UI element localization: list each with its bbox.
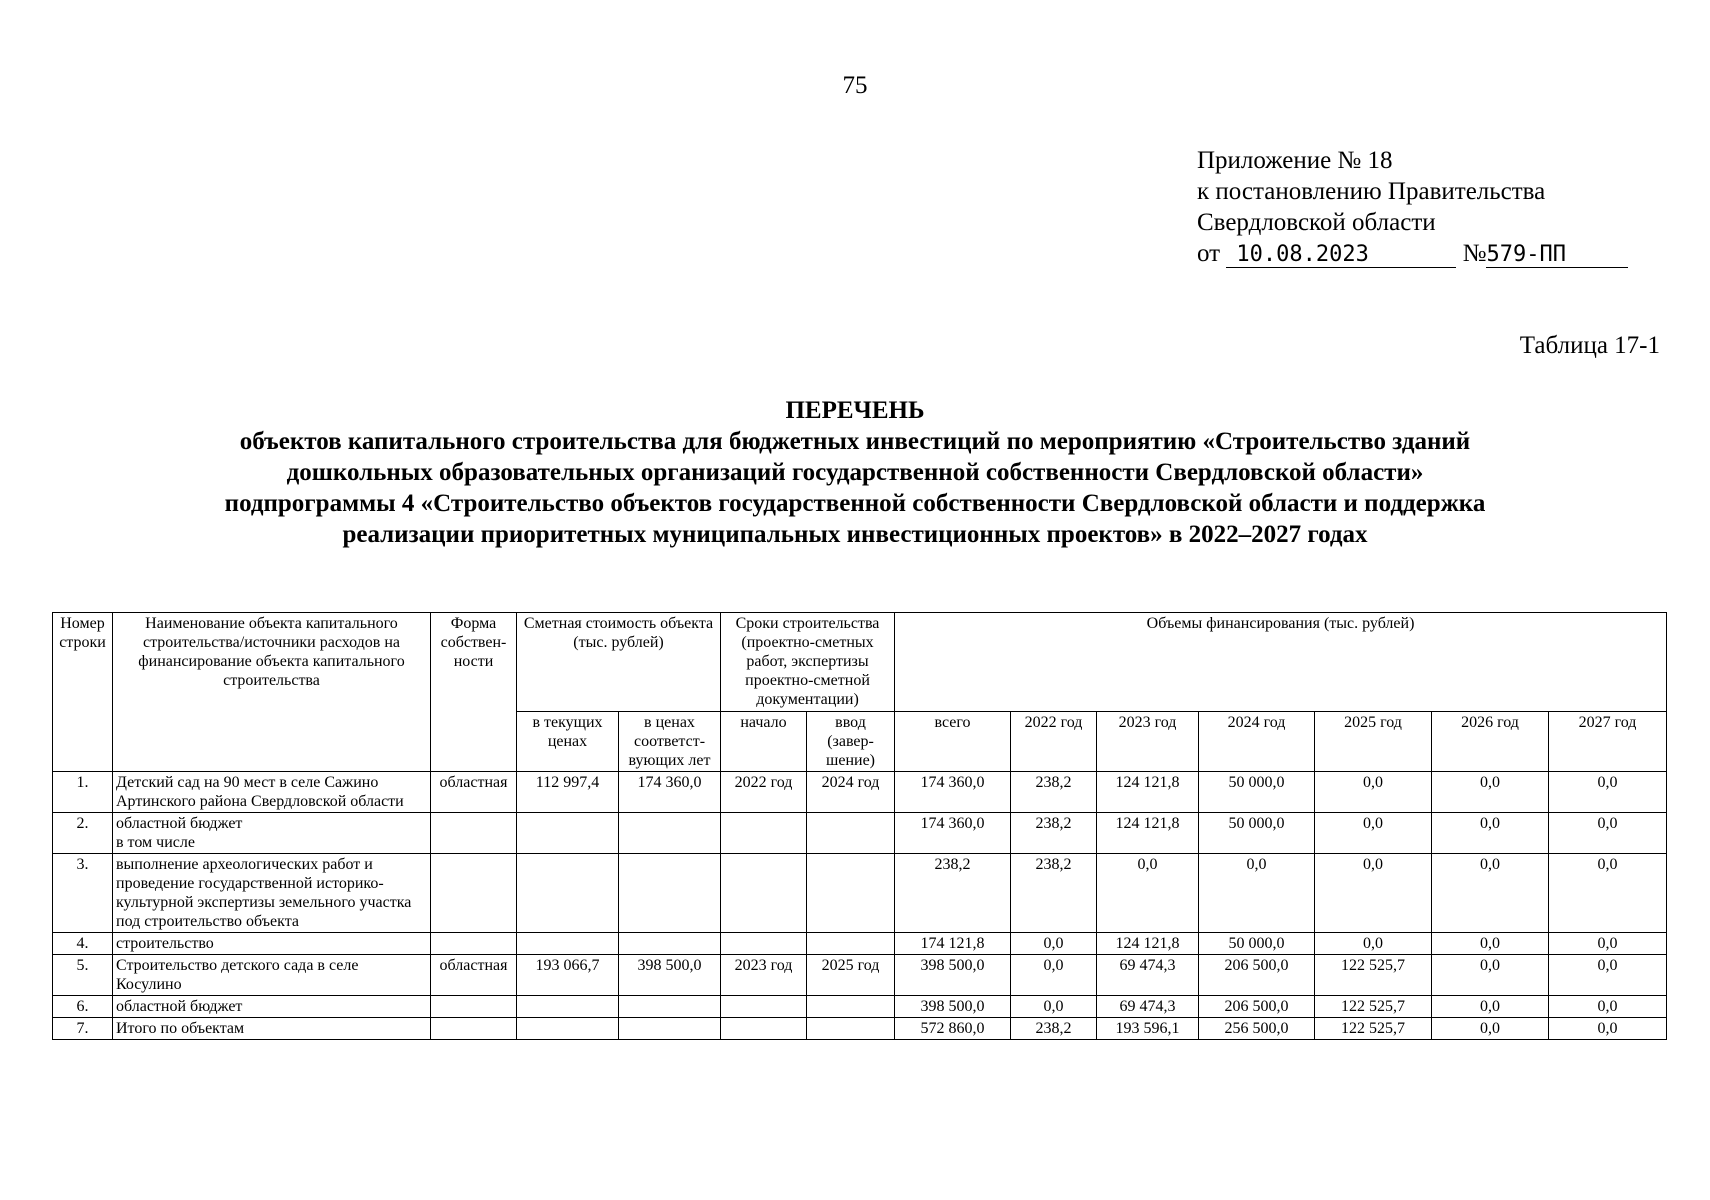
number-label: №: [1462, 240, 1487, 267]
finish-cell: [807, 933, 895, 955]
total-cell: 398 500,0: [895, 955, 1011, 996]
year-2022-cell: 0,0: [1011, 996, 1097, 1018]
total-cell: 174 360,0: [895, 772, 1011, 813]
header-ownership: Форма собствен-ности: [431, 613, 517, 772]
object-name-cell: Строительство детского сада в селе Косулино: [113, 955, 431, 996]
total-cell: 572 860,0: [895, 1018, 1011, 1040]
cost-current-cell: 112 997,4: [517, 772, 619, 813]
header-total: всего: [895, 712, 1011, 772]
ownership-cell: [431, 933, 517, 955]
year-2023-cell: 124 121,8: [1097, 772, 1199, 813]
header-cost-current: в текущих ценах: [517, 712, 619, 772]
year-2027-cell: 0,0: [1549, 813, 1667, 854]
cost-current-cell: [517, 813, 619, 854]
page-number: 75: [842, 72, 868, 99]
start-cell: [721, 854, 807, 933]
object-name-cell: Детский сад на 90 мест в селе Сажино Артинского района Свердловской области: [113, 772, 431, 813]
title-line-4: реализации приоритетных муниципальных инвестиционных проектов» в 2022–2027 годах: [342, 521, 1368, 548]
objects-table: [52, 612, 1667, 1040]
year-2023-cell: 69 474,3: [1097, 955, 1199, 996]
appendix-region: Свердловской области: [1197, 209, 1436, 236]
finish-cell: 2024 год: [807, 772, 895, 813]
year-2022-cell: 0,0: [1011, 955, 1097, 996]
header-2022: 2022 год: [1011, 712, 1097, 772]
cost-current-cell: [517, 854, 619, 933]
cost-current-cell: [517, 1018, 619, 1040]
table-row: [53, 854, 1667, 933]
year-2025-cell: 0,0: [1315, 813, 1432, 854]
year-2022-cell: 238,2: [1011, 1018, 1097, 1040]
year-2024-cell: 256 500,0: [1199, 1018, 1315, 1040]
year-2027-cell: 0,0: [1549, 933, 1667, 955]
row-number-cell: 1.: [53, 772, 113, 813]
object-name-cell: выполнение археологических работ и проведение государственной историко-культурной экспертизы земельного участка под строительство объекта: [113, 854, 431, 933]
cost-years-cell: [619, 1018, 721, 1040]
row-number-cell: 3.: [53, 854, 113, 933]
year-2027-cell: 0,0: [1549, 955, 1667, 996]
cost-years-cell: 174 360,0: [619, 772, 721, 813]
year-2024-cell: 50 000,0: [1199, 772, 1315, 813]
year-2025-cell: 122 525,7: [1315, 996, 1432, 1018]
header-estimated-cost: Сметная стоимость объекта (тыс. рублей): [517, 613, 721, 712]
year-2026-cell: 0,0: [1432, 772, 1549, 813]
cost-current-cell: [517, 933, 619, 955]
year-2027-cell: 0,0: [1549, 996, 1667, 1018]
ownership-cell: [431, 996, 517, 1018]
year-2026-cell: 0,0: [1432, 1018, 1549, 1040]
resolution-number: 579-ПП: [1486, 243, 1628, 268]
year-2027-cell: 0,0: [1549, 1018, 1667, 1040]
table-row: [53, 813, 1667, 854]
finish-cell: 2025 год: [807, 955, 895, 996]
header-funding-volumes: Объемы финансирования (тыс. рублей): [895, 613, 1667, 712]
cost-current-cell: [517, 996, 619, 1018]
total-cell: 238,2: [895, 854, 1011, 933]
row-number-cell: 7.: [53, 1018, 113, 1040]
table-body: [53, 772, 1667, 1040]
ownership-cell: областная: [431, 955, 517, 996]
finish-cell: [807, 813, 895, 854]
year-2026-cell: 0,0: [1432, 854, 1549, 933]
row-number-cell: 5.: [53, 955, 113, 996]
header-2024: 2024 год: [1199, 712, 1315, 772]
appendix-resolution: к постановлению Правительства: [1197, 178, 1546, 205]
header-object-name: Наименование объекта капитального строительства/источники расходов на финансирование объекта капитального строительства: [113, 613, 431, 772]
finish-cell: [807, 996, 895, 1018]
year-2026-cell: 0,0: [1432, 933, 1549, 955]
table-row: [53, 996, 1667, 1018]
year-2024-cell: 206 500,0: [1199, 955, 1315, 996]
from-label: от: [1197, 240, 1221, 267]
year-2027-cell: 0,0: [1549, 772, 1667, 813]
start-cell: 2022 год: [721, 772, 807, 813]
header-start: начало: [721, 712, 807, 772]
cost-years-cell: [619, 996, 721, 1018]
title-line-2: дошкольных образовательных организаций государственной собственности Свердловской области»: [286, 459, 1424, 486]
cost-current-cell: 193 066,7: [517, 955, 619, 996]
year-2022-cell: 238,2: [1011, 854, 1097, 933]
object-name-cell: Итого по объектам: [113, 1018, 431, 1040]
year-2027-cell: 0,0: [1549, 854, 1667, 933]
year-2025-cell: 122 525,7: [1315, 1018, 1432, 1040]
row-number-cell: 2.: [53, 813, 113, 854]
appendix-title: Приложение № 18: [1197, 147, 1393, 174]
year-2024-cell: 206 500,0: [1199, 996, 1315, 1018]
start-cell: [721, 813, 807, 854]
year-2022-cell: 0,0: [1011, 933, 1097, 955]
title-line-3: подпрограммы 4 «Строительство объектов государственной собственности Свердловской области и поддержка: [224, 490, 1486, 517]
year-2024-cell: 50 000,0: [1199, 813, 1315, 854]
start-cell: [721, 996, 807, 1018]
year-2025-cell: 0,0: [1315, 854, 1432, 933]
year-2023-cell: 69 474,3: [1097, 996, 1199, 1018]
header-cost-years: в ценах соответст-вующих лет: [619, 712, 721, 772]
ownership-cell: областная: [431, 772, 517, 813]
year-2025-cell: 122 525,7: [1315, 955, 1432, 996]
header-row-number: Номер строки: [53, 613, 113, 772]
year-2026-cell: 0,0: [1432, 996, 1549, 1018]
object-name-cell: областной бюджет в том числе: [113, 813, 431, 854]
table-label: Таблица 17-1: [1519, 332, 1660, 359]
year-2026-cell: 0,0: [1432, 813, 1549, 854]
header-2026: 2026 год: [1432, 712, 1549, 772]
document-title: [0, 395, 1710, 550]
start-cell: [721, 933, 807, 955]
table-row: [53, 1018, 1667, 1040]
year-2025-cell: 0,0: [1315, 772, 1432, 813]
title-line-1: объектов капитального строительства для бюджетных инвестиций по мероприятию «Строительство зданий: [239, 428, 1471, 455]
ownership-cell: [431, 854, 517, 933]
header-construction-period: Сроки строительства (проектно-сметных работ, экспертизы проектно-сметной документации): [721, 613, 895, 712]
appendix-block: [1197, 145, 1628, 269]
object-name-cell: строительство: [113, 933, 431, 955]
appendix-date-number: [1197, 238, 1628, 269]
year-2022-cell: 238,2: [1011, 813, 1097, 854]
row-number-cell: 6.: [53, 996, 113, 1018]
table-row: [53, 955, 1667, 996]
header-2025: 2025 год: [1315, 712, 1432, 772]
start-cell: 2023 год: [721, 955, 807, 996]
header-finish: ввод (завер-шение): [807, 712, 895, 772]
finish-cell: [807, 854, 895, 933]
object-name-cell: областной бюджет: [113, 996, 431, 1018]
cost-years-cell: 398 500,0: [619, 955, 721, 996]
header-2023: 2023 год: [1097, 712, 1199, 772]
total-cell: 398 500,0: [895, 996, 1011, 1018]
row-number-cell: 4.: [53, 933, 113, 955]
total-cell: 174 121,8: [895, 933, 1011, 955]
year-2023-cell: 0,0: [1097, 854, 1199, 933]
year-2024-cell: 50 000,0: [1199, 933, 1315, 955]
ownership-cell: [431, 1018, 517, 1040]
cost-years-cell: [619, 933, 721, 955]
year-2023-cell: 124 121,8: [1097, 813, 1199, 854]
start-cell: [721, 1018, 807, 1040]
year-2026-cell: 0,0: [1432, 955, 1549, 996]
cost-years-cell: [619, 854, 721, 933]
cost-years-cell: [619, 813, 721, 854]
year-2023-cell: 124 121,8: [1097, 933, 1199, 955]
resolution-date: 10.08.2023: [1226, 243, 1456, 268]
table-row: [53, 933, 1667, 955]
title-heading: ПЕРЕЧЕНЬ: [785, 397, 925, 424]
total-cell: 174 360,0: [895, 813, 1011, 854]
year-2023-cell: 193 596,1: [1097, 1018, 1199, 1040]
year-2025-cell: 0,0: [1315, 933, 1432, 955]
table-row: [53, 772, 1667, 813]
year-2024-cell: 0,0: [1199, 854, 1315, 933]
header-2027: 2027 год: [1549, 712, 1667, 772]
ownership-cell: [431, 813, 517, 854]
year-2022-cell: 238,2: [1011, 772, 1097, 813]
finish-cell: [807, 1018, 895, 1040]
